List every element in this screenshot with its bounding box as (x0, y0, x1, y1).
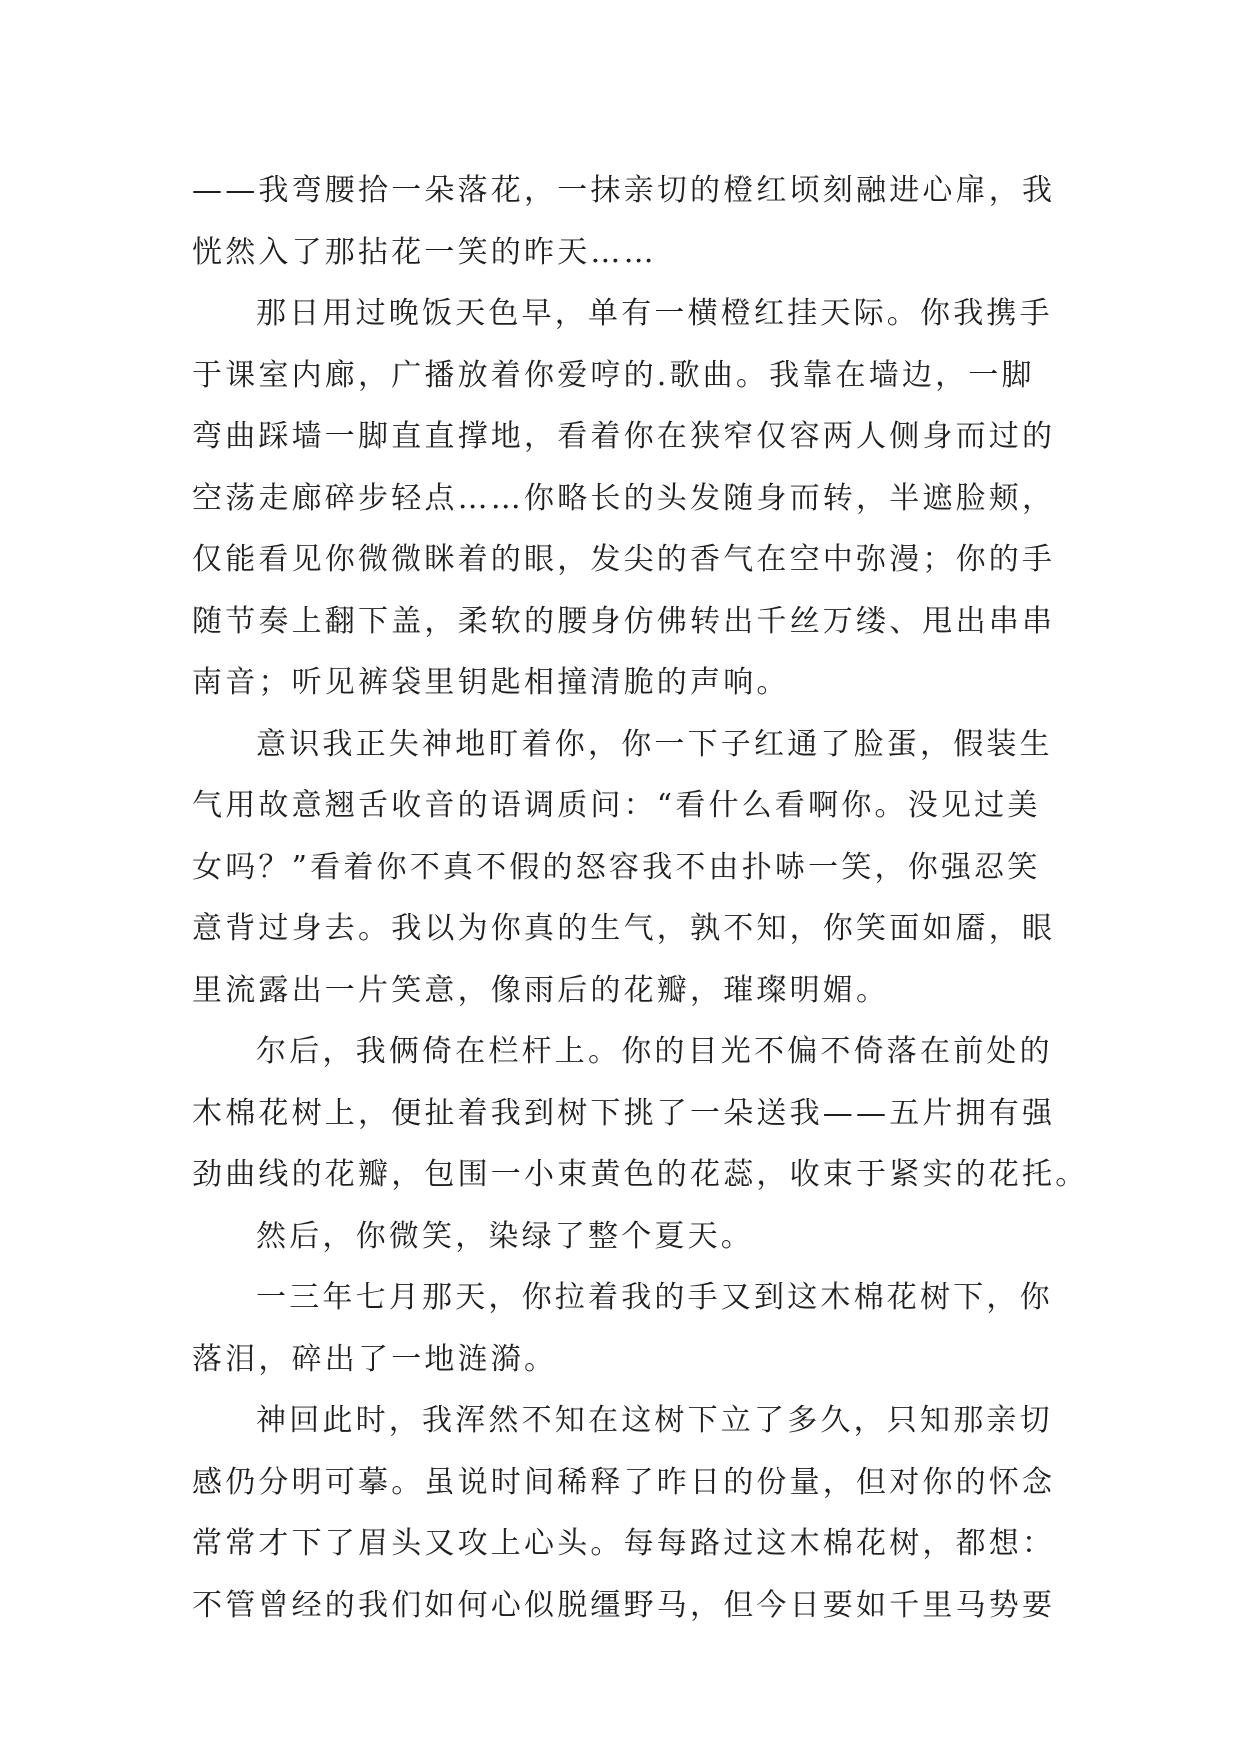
text-line: 常常才下了眉头又攻上心头。每每路过这木棉花树，都想： (192, 1526, 1056, 1561)
text-line: 不管曾经的我们如何心似脱缰野马，但今日要如千里马势要 (192, 1587, 1056, 1623)
text-line: 木棉花树上，便扯着我到树下挑了一朵送我——五片拥有强 (192, 1095, 1056, 1131)
document-body (192, 160, 1089, 1636)
text-line: 然后，你微笑，染绿了整个夏天。 (256, 1218, 754, 1254)
text-line: 仅能看见你微微眯着的眼，发尖的香气在空中弥漫；你的手 (192, 542, 1056, 577)
text-line: 于课室内廊，广播放着你爱哼的.歌曲。我靠在墙边，一脚 (192, 357, 1035, 393)
text-line: 落泪，碎出了一地涟漪。 (192, 1341, 558, 1377)
text-line: 那日用过晚饭天色早，单有一横橙红挂天际。你我携手 (256, 296, 1053, 331)
text-line: 意识我正失神地盯着你，你一下子红通了脸蛋，假装生 (256, 726, 1053, 762)
text-line: 感仍分明可摹。虽说时间稀释了昨日的份量，但对你的怀念 (192, 1464, 1056, 1500)
text-line: 意背过身去。我以为你真的生气，孰不知，你笑面如靥，眼 (192, 911, 1056, 946)
text-line: 恍然入了那拈花一笑的昨天…… (192, 234, 657, 270)
text-line: 劲曲线的花瓣，包围一小束黄色的花蕊，收束于紧实的花托。 (192, 1157, 1089, 1192)
text-line: 气用故意翘舌收音的语调质问：“看什么看啊你。没见过美 (192, 788, 1041, 823)
text-line: 随节奏上翻下盖，柔软的腰身仿佛转出千丝万缕、甩出串串 (192, 603, 1056, 639)
text-line: ——我弯腰拾一朵落花，一抹亲切的橙红顷刻融进心扉，我 (192, 173, 1056, 208)
text-line: 弯曲踩墙一脚直直撑地，看着你在狭窄仅容两人侧身而过的 (192, 419, 1056, 454)
text-line: 里流露出一片笑意，像雨后的花瓣，璀璨明媚。 (192, 972, 890, 1008)
text-line: 女吗？”看着你不真不假的怒容我不由扑哧一笑，你强忍笑 (192, 849, 1041, 885)
text-line: 尔后，我俩倚在栏杆上。你的目光不偏不倚落在前处的 (256, 1034, 1053, 1069)
text-line: 一三年七月那天，你拉着我的手又到这木棉花树下，你 (256, 1280, 1053, 1315)
text-line: 南音；听见裤袋里钥匙相撞清脆的声响。 (192, 665, 790, 700)
text-line: 空荡走廊碎步轻点……你略长的头发随身而转，半遮脸颊， (192, 480, 1056, 516)
text-line: 神回此时，我浑然不知在这树下立了多久，只知那亲切 (256, 1403, 1053, 1438)
